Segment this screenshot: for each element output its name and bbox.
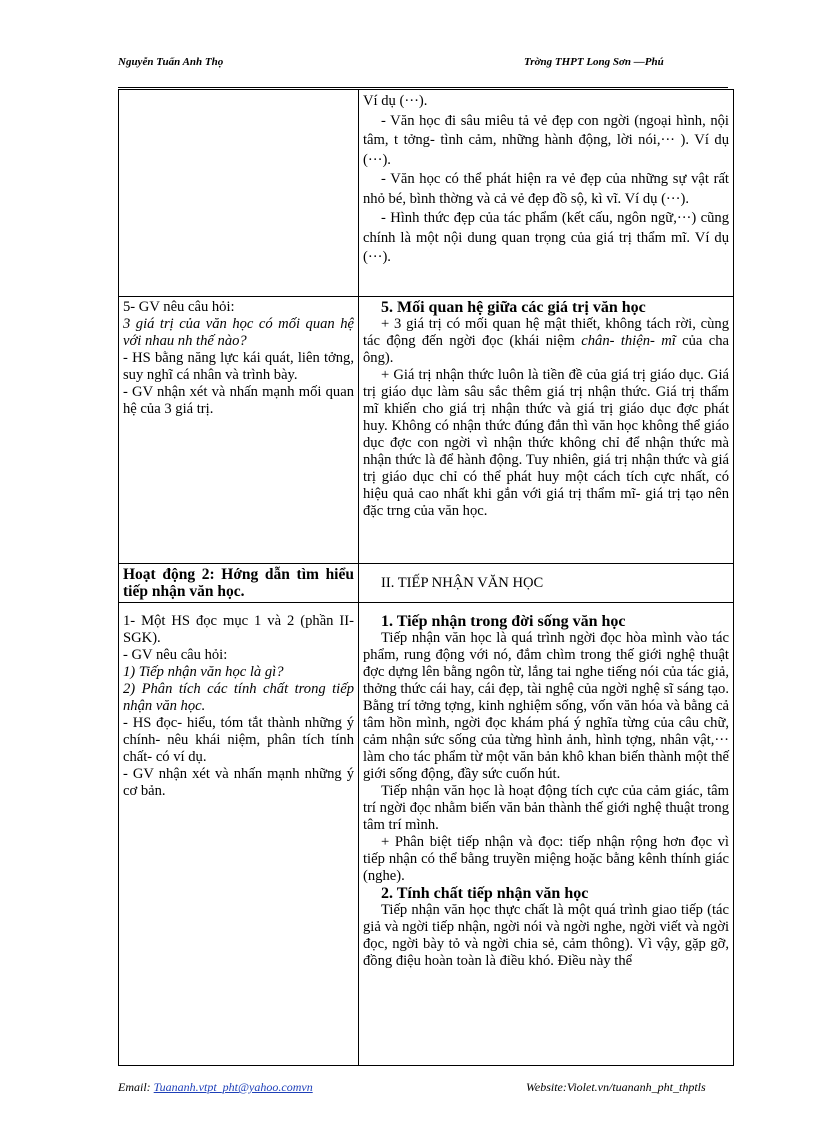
row1-line-2: - Văn học đi sâu miêu tả vẻ đẹp con ngời (ngoại hình, nội tâm, t tởng- tình cảm, những hành động, lời nói,··· ). Ví dụ (···). (363, 112, 729, 168)
question-2: 2) Phân tích các tính chất trong tiếp nhận văn học. (123, 681, 354, 714)
step-3: - HS đọc- hiểu, tóm tắt thành những ý chính- nêu khái niệm, phân tích tính chất- có ví dụ. (123, 715, 354, 765)
reception-paragraph-2: Tiếp nhận văn học là hoạt động tích cực của cảm giác, tâm trí ngời đọc nhằm biến văn bản thành thế giới nghệ thuật trong tâm trí mình. (363, 783, 729, 833)
table-row (119, 90, 734, 297)
header-rule (118, 87, 728, 88)
footer-website (526, 1080, 706, 1095)
activity-heading: Hoạt động 2: Hớng dẫn tìm hiểu tiếp nhận văn học. (119, 564, 359, 603)
header-author: Nguyễn Tuấn Anh Thọ (118, 56, 224, 68)
row1-left-cell (119, 90, 359, 297)
reception-paragraph-1: Tiếp nhận văn học là quá trình ngời đọc hòa mình vào tác phẩm, rung động với nó, đắm chìm trong thế giới nghệ thuật đợc dựng lên bằng ngôn từ, lắng tai nghe tiếng nói của tác giả, thởng thức cái hay, cái đẹp, tài nghệ của ngời nghệ sĩ sáng tạo. Bằng trí tởng tợng, kinh nghiệm sống, vốn văn hóa và bằng cả tâm hồn mình, ngời đọc khám phá ý nghĩa từng của câu chữ, cảm nhận sức sống của từng hình ảnh, hình tợng, nhân vật,··· làm cho tác phẩm từ một văn bản khô khan biến thành một thế giới sống động, đầy sức cuốn hút. (363, 630, 729, 782)
question-intro: 5- GV nêu câu hỏi: (123, 299, 235, 315)
row1-line-3: - Văn học có thể phát hiện ra vẻ đẹp của những sự vật rất nhỏ bé, bình thờng và cả vẻ đẹp đồ sộ, kì vĩ. Ví dụ (···). (363, 171, 729, 207)
student-task: - HS bằng năng lực kái quát, liên tởng, suy nghĩ cá nhân và trình bày. (123, 350, 354, 383)
relation-paragraph-1 (363, 316, 729, 367)
table-row (119, 297, 734, 564)
relation-paragraph-2: + Giá trị nhận thức luôn là tiền đề của giá trị giáo dục. Giá trị giáo dục làm sâu sắc thêm giá trị nhận thức. Giá trị thẩm mĩ khiến cho giá trị nhận thức và giá trị giáo dục đợc phát huy. Không có nhận thức đúng đắn thì văn học không thể giáo dục đợc con ngời vì nhận thức không chỉ để nhận thức mà nhận thức là để hành động. Tuy nhiên, giá trị nhận thức và giá trị giáo dục chỉ có thể phát huy một cách tích cực nhất, có hiệu quả cao nhất khi gắn với giá trị thẩm mĩ- giá trị tạo nên đặc trng của văn học. (363, 367, 729, 519)
step-1: 1- Một HS đọc mục 1 và 2 (phần II- SGK). (123, 613, 354, 646)
lesson-table (118, 89, 734, 1066)
row1-line-4: - Hình thức đẹp của tác phẩm (kết cấu, ngôn ngữ,···) cũng chính là một nội dung quan trọng của giá trị thẩm mĩ. Ví dụ (···). (363, 210, 729, 265)
step-4: - GV nhận xét và nhấn mạnh những ý cơ bản. (123, 766, 354, 799)
part-heading: II. TIẾP NHẬN VĂN HỌC (359, 564, 734, 603)
row2-left-cell (119, 297, 359, 564)
website-label: Website: (526, 1080, 567, 1094)
question-1: 1) Tiếp nhận văn học là gì? (123, 664, 284, 680)
email-link[interactable]: Tuananh.vtpt_pht@yahoo.comvn (153, 1080, 313, 1094)
section-heading: 5. Mối quan hệ giữa các giá trị văn học (381, 299, 646, 316)
step-2: - GV nêu câu hỏi: (123, 647, 228, 663)
subheading-2: 2. Tính chất tiếp nhận văn học (381, 885, 589, 902)
table-row (119, 564, 734, 603)
reception-paragraph-4: Tiếp nhận văn học thực chất là một quá trình giao tiếp (tác giả và ngời tiếp nhận, ngời nói và ngời nghe, ngời viết và ngời đọc, ngời bày tỏ và ngời chia sẻ, cảm thông). Vì vậy, gặp gỡ, đồng điệu hoàn toàn là điều khó. Điều này thể (363, 902, 729, 969)
row4-right-cell (359, 603, 734, 1066)
teacher-task: - GV nhận xét và nhấn mạnh mối quan hệ của 3 giá trị. (123, 384, 354, 417)
row1-line-1: Ví dụ (···). (363, 93, 428, 109)
row1-right-cell (359, 90, 734, 297)
p1-end: của cha ông). (363, 333, 729, 366)
website-link[interactable]: Violet.vn/tuananh_pht_thptls (566, 1080, 706, 1094)
p1-italic-term: chân- thiện- mĩ (581, 333, 676, 349)
p1-start: + 3 giá trị có mối quan hệ mật thiết, không tách rời, cùng tác động đến ngời đọc (khái niệm (363, 316, 729, 349)
row4-left-cell (119, 603, 359, 1066)
subheading-1: 1. Tiếp nhận trong đời sống văn học (381, 613, 626, 630)
email-label: Email: (118, 1080, 151, 1094)
row2-right-cell (359, 297, 734, 564)
reception-paragraph-3: + Phân biệt tiếp nhận và đọc: tiếp nhận rộng hơn đọc vì tiếp nhận có thể bằng truyền miệng hoặc bằng kênh thính giác (nghe). (363, 834, 729, 884)
footer-email (118, 1080, 313, 1095)
table-row (119, 603, 734, 1066)
header-school: Trờng THPT Long Sơn —Phú (524, 56, 664, 68)
question-text: 3 giá trị của văn học có mối quan hệ với nhau nh thế nào? (123, 316, 354, 349)
